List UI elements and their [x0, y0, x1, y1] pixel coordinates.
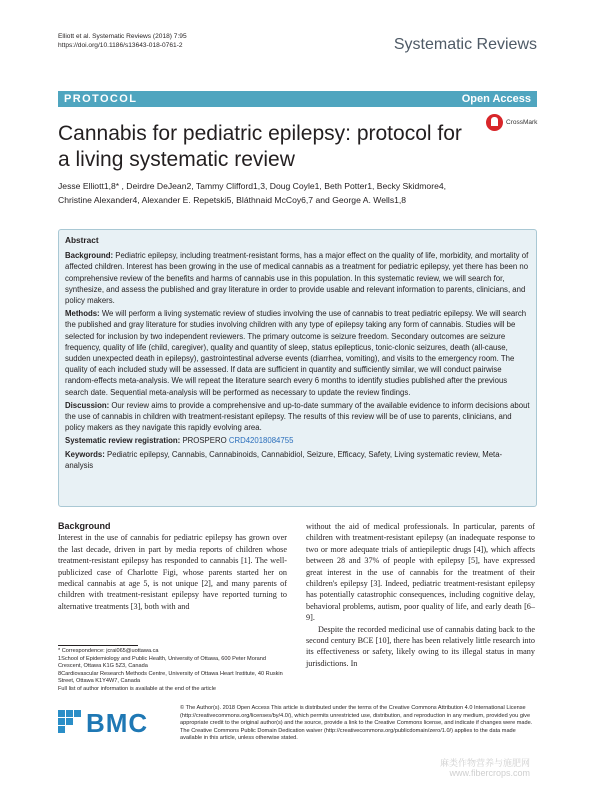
watermark-line-1: 麻类作物营养与施肥网 [440, 758, 531, 768]
running-head-doi[interactable]: https://doi.org/10.1186/s13643-018-0761-2 [58, 42, 183, 49]
background-paragraph: Interest in the use of cannabis for pediatric epilepsy has grown over the last decade, driven in part by media reports of children whose treatment-resistant epilepsy has responded to cannabis [1]. The well-publicized case of Charlotte Figi, whose parents started her on medical cannabis at age 5, is not unique [2], and many parents of children with treatment-resistant epilepsy have reported turning to alternative treatments [3], both with and [58, 533, 287, 611]
watermark [440, 758, 530, 778]
body-column-left [58, 521, 287, 612]
author-list-line-1: Jesse Elliott1,8* , Deirdre DeJean2, Tammy Clifford1,3, Doug Coyle1, Beth Potter1, Becky Skidmore4, [58, 181, 447, 191]
article-type-label: PROTOCOL [64, 93, 138, 105]
abstract-methods-text: We will perform a living systematic review of studies involving the use of cannabis to treat pediatric epilepsy. We will search the published and gray literature for studies involving children with any type of epilepsy taking any form of cannabis. Studies will be selected for inclusion by two independent reviewers. The primary outcome is seizure freedom. Secondary outcomes are seizure frequency, quality of life (child, caregiver), quality and quantity of sleep, status epilepticus, tonic-clonic seizures, death (all-cause, sudden unexpected death in epilepsy), gastrointestinal adverse events (diarrhea, vomiting), and visits to the emergency room. The quality of each included study will be assessed. If data are sufficient in quantity and sufficiently similar, we will conduct pairwise random-effects meta-analysis. We will repeat the literature search every 6 months to identify studies published after the previous search date. Sequential meta-analysis will be performed as necessary to update the review findings. [65, 309, 527, 397]
license-statement: © The Author(s). 2018 Open Access This article is distributed under the terms of the Creative Commons Attribution 4.0 International License (http://creativecommons.org/licenses/by/4.0/), which permits unrestricted use, distribution, and reproduction in any medium, provided you give appropriate credit to the original author(s) and the source, provide a link to the Creative Commons license, and indicate if changes were made. The Creative Commons Public Domain Dedication waiver (http://creativecommons.org/publicdomain/zero/1.0/) applies to the data made available in this article, unless otherwise stated. [180, 705, 533, 742]
registration-label: Systematic review registration: [65, 436, 181, 446]
abstract-registration [65, 435, 530, 446]
footnotes [58, 648, 290, 694]
footnote-divider [58, 645, 138, 646]
bmc-logo [58, 704, 176, 744]
crossmark-label: CrossMark [506, 119, 538, 126]
running-head-citation: Elliott et al. Systematic Reviews (2018) 7:95 [58, 33, 187, 40]
open-access-label: Open Access [461, 93, 531, 105]
abstract-methods-label: Methods: [65, 309, 100, 319]
registration-link[interactable]: CRD42018084755 [228, 436, 294, 446]
author-list-line-2: Christine Alexander4, Alexander E. Repetski5, Bláthnaid McCoy6,7 and George A. Wells1,8 [58, 194, 407, 205]
abstract-background-text: Pediatric epilepsy, including treatment-resistant forms, has a major effect on the quality of life, morbidity, and mortality of affected children. Interest has been growing in the use of medical cannabis as a treatment for pediatric epilepsy, yet there has been no comprehensive review of the benefits and harms of cannabis use in this population. In this systematic review, we will search for, synthesize, and assess the published and gray literature in order to provide usable and relevant information to parents, clinicians, and policy makers. [65, 251, 529, 306]
abstract-discussion-text: Our review aims to provide a comprehensive and up-to-date summary of the available evidence to inform decisions about the use of cannabis in children with treatment-resistant epilepsy. The results of this review will be of use to parents, clinicians, and policy makers as they navigate this rapidly evolving area. [65, 400, 530, 433]
bmc-wordmark: BMC [86, 708, 149, 738]
journal-name: Systematic Reviews [393, 36, 537, 53]
author-info-note: Full list of author information is available at the end of the article [58, 685, 216, 692]
abstract-box [58, 229, 537, 507]
abstract-background-label: Background: [65, 251, 114, 261]
keywords-text: Pediatric epilepsy, Cannabis, Cannabinoids, Cannabidiol, Seizure, Efficacy, Safety, Living systematic review, Meta-analysis [65, 449, 503, 470]
body-paragraph-2: Despite the recorded medicinal use of cannabis dating back to the second century BCE [10], there has been relatively little research into its effectiveness or safety, likely owing to its illegal status in many jurisdictions. In [306, 624, 535, 668]
crossmark-icon [486, 114, 503, 131]
abstract-discussion [65, 400, 530, 434]
abstract-methods [65, 308, 530, 398]
watermark-line-2: www.fibercrops.com [449, 768, 531, 778]
registration-prefix: PROSPERO [180, 436, 229, 446]
abstract-heading: Abstract [65, 235, 99, 245]
article-type-banner [58, 91, 537, 107]
background-heading: Background [58, 521, 111, 531]
correspondence-note: * Correspondence: jcrai065@uottawa.ca [58, 648, 159, 654]
abstract-keywords [65, 449, 530, 471]
crossmark-badge[interactable] [486, 114, 546, 134]
affiliation-8: 8Cardiovascular Research Methods Centre, University of Ottawa Heart Institute, 40 Ruskin Street, Ottawa K1Y4W7, Canada [58, 670, 283, 685]
running-head [58, 32, 187, 50]
author-list [58, 180, 538, 207]
abstract-discussion-label: Discussion: [65, 400, 110, 410]
article-title: Cannabis for pediatric epilepsy: protocol for a living systematic review [58, 122, 462, 171]
body-column-right [306, 521, 535, 669]
abstract-background [65, 250, 530, 306]
affiliation-1: 1School of Epidemiology and Public Health, University of Ottawa, 600 Peter Morand Crescent, Ottawa K1G 5Z3, Canada [58, 655, 267, 670]
keywords-label: Keywords: [65, 449, 105, 459]
bmc-mark-icon [58, 710, 82, 734]
body-paragraph-1: without the aid of medical professionals. In particular, parents of children with treatment-resistant epilepsy (an inadequate response to two or more adequate trials of antiepileptic drugs [4]), which affects between 28 and 37% of people with epilepsy [5], have expressed great interest in the use of cannabis for the treatment of their children's epilepsy [3]. Indeed, pediatric treatment-resistant epilepsy has potentially catastrophic consequences, including cognitive delay, behavioral problems, autism, poor quality of life, and early death [6–9]. [306, 522, 535, 623]
